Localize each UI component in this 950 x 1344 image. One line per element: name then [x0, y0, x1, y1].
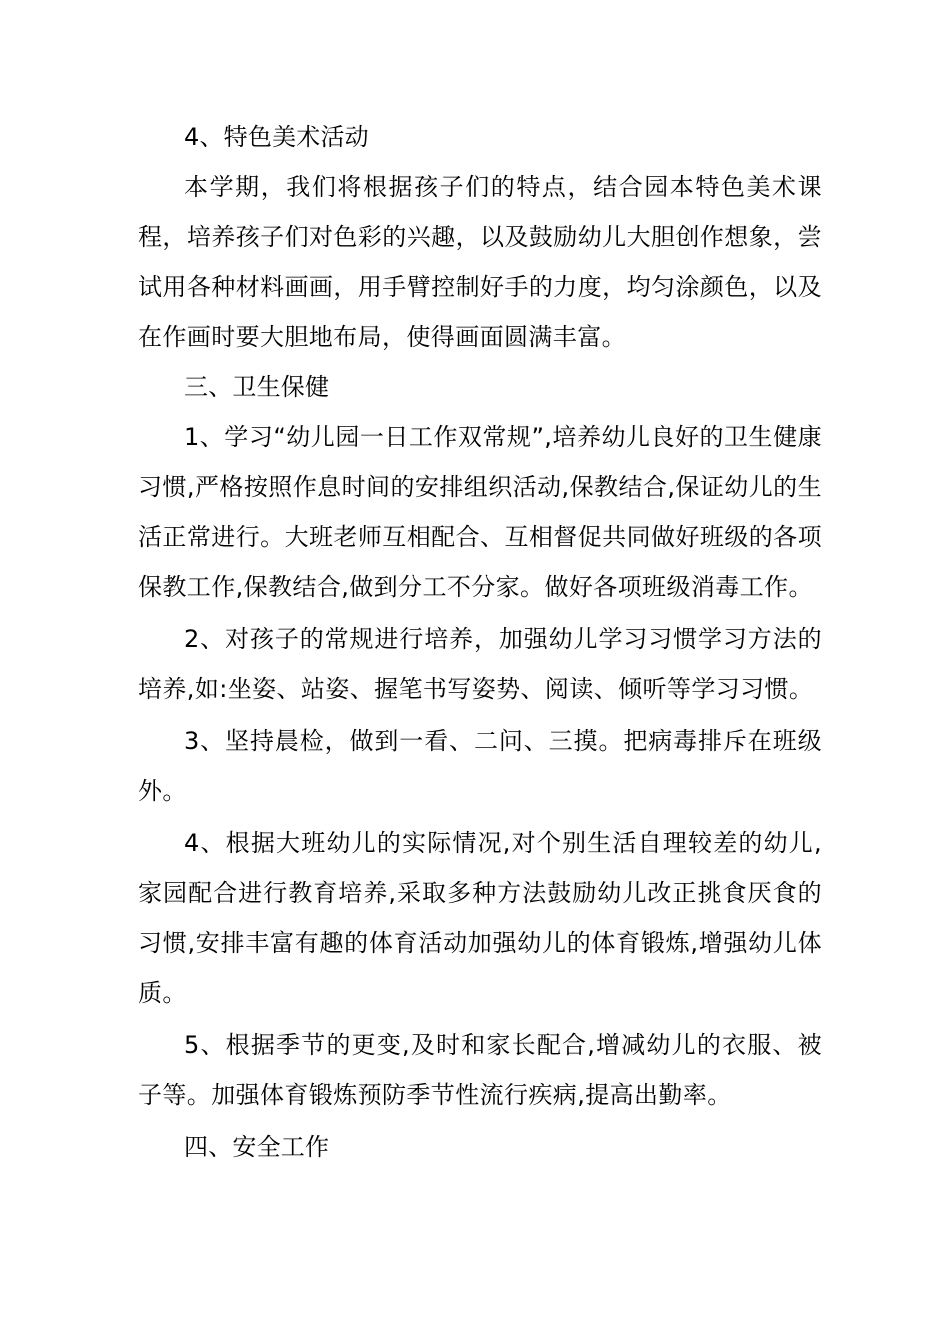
- document-page: [138, 112, 822, 1172]
- section-heading-safety-work: 四、安全工作: [184, 1133, 330, 1161]
- section-heading-health-care: 三、卫生保健: [184, 373, 330, 401]
- paragraph-art-activity: 本学期，我们将根据孩子们的特点，结合园本特色美术课程，培养孩子们对色彩的兴趣，以及鼓励幼儿大胆创作想象，尝试用各种材料画画，用手臂控制好手的力度，均匀涂颜色，以及在作画时要大胆地布局，使得画面圆满丰富。: [138, 173, 822, 351]
- section-heading-art-activity: 4、特色美术活动: [184, 123, 369, 151]
- paragraph-health-item-5: 5、根据季节的更变,及时和家长配合,增减幼儿的衣服、被子等。加强体育锻炼预防季节性流行疾病,提高出勤率。: [138, 1031, 822, 1109]
- paragraph-health-item-1: 1、学习“幼儿园一日工作双常规”,培养幼儿良好的卫生健康习惯,严格按照作息时间的安排组织活动,保教结合,保证幼儿的生活正常进行。大班老师互相配合、互相督促共同做好班级的各项保教工作,保教结合,做到分工不分家。做好各项班级消毒工作。: [138, 423, 822, 601]
- paragraph-health-item-4: 4、根据大班幼儿的实际情况,对个别生活自理较差的幼儿,家园配合进行教育培养,采取多种方法鼓励幼儿改正挑食厌食的习惯,安排丰富有趣的体育活动加强幼儿的体育锻炼,增强幼儿体质。: [138, 829, 822, 1007]
- paragraph-health-item-2: 2、对孩子的常规进行培养，加强幼儿学习习惯学习方法的培养,如:坐姿、站姿、握笔书写姿势、阅读、倾听等学习习惯。: [138, 625, 822, 703]
- paragraph-health-item-3: 3、坚持晨检，做到一看、二问、三摸。把病毒排斥在班级外。: [138, 727, 822, 805]
